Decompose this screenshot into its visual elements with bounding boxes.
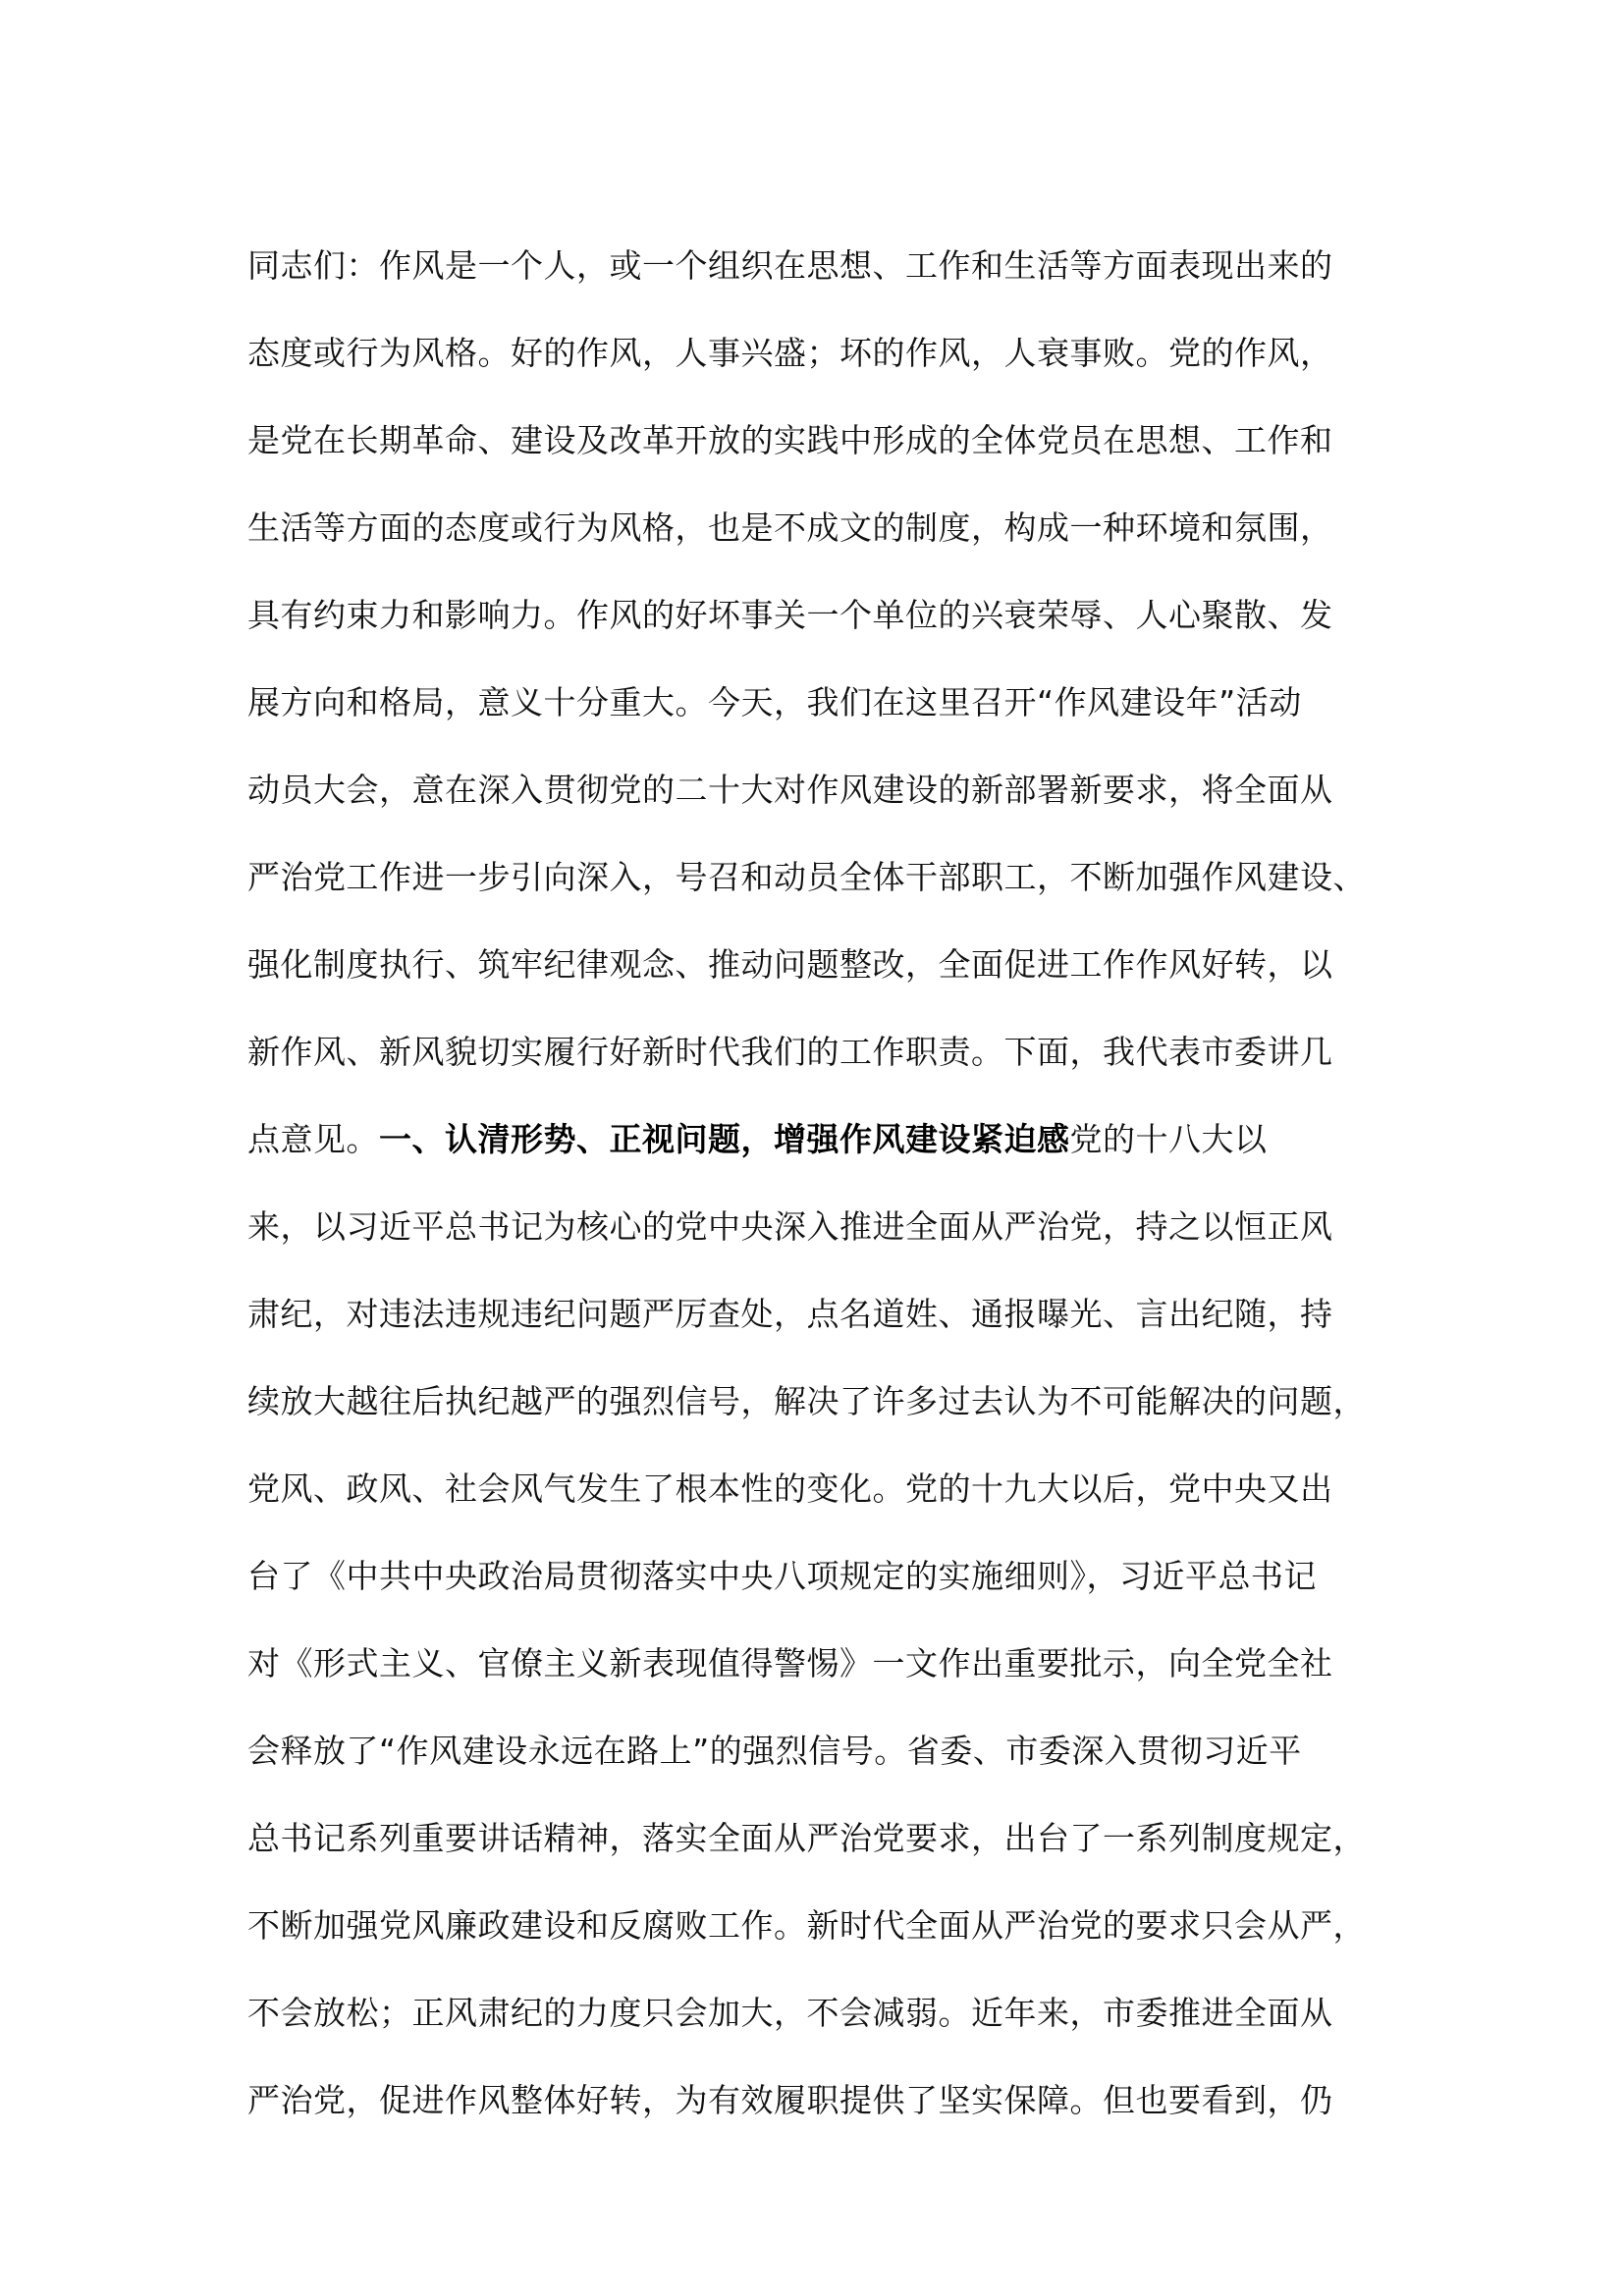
text-line: 严治党，促进作风整体好转，为有效履职提供了坚实保障。但也要看到，仍 <box>247 2081 1333 2119</box>
text-line: 台了《中共中央政治局贯彻落实中央八项规定的实施细则》，习近平总书记 <box>247 1557 1317 1595</box>
text-line: 生活等方面的态度或行为风格，也是不成文的制度，构成一种环境和氛围， <box>247 508 1333 547</box>
text-line: 展方向和格局，意义十分重大。今天，我们在这里召开“作风建设年”活动 <box>247 683 1302 721</box>
text-line: 新作风、新风貌切实履行好新时代我们的工作职责。下面，我代表市委讲几 <box>247 1033 1333 1071</box>
text-line: 强化制度执行、筑牢纪律观念、推动问题整改，全面促进工作作风好转，以 <box>247 945 1333 984</box>
heading-line <box>247 1095 1416 1183</box>
text-line: 动员大会，意在深入贯彻党的二十大对作风建设的新部署新要求，将全面从 <box>247 771 1333 809</box>
speech-body <box>247 222 1416 2144</box>
text-line: 态度或行为风格。好的作风，人事兴盛；坏的作风，人衰事败。党的作风， <box>247 334 1333 372</box>
text-line: 会释放了“作风建设永远在路上”的强烈信号。省委、市委深入贯彻习近平 <box>247 1732 1302 1770</box>
text-line: 具有约束力和影响力。作风的好坏事关一个单位的兴衰荣辱、人心聚散、发 <box>247 596 1333 634</box>
text-line: 不会放松；正风肃纪的力度只会加大，不会减弱。近年来，市委推进全面从 <box>247 1994 1333 2032</box>
text-line: 肃纪，对违法违规违纪问题严厉查处，点名道姓、通报曝光、言出纪随，持 <box>247 1295 1333 1333</box>
heading-line-after: 党的十八大以 <box>1069 1120 1268 1158</box>
text-line: 总书记系列重要讲话精神，落实全面从严治党要求，出台了一系列制度规定， <box>247 1819 1366 1857</box>
text-line: 严治党工作进一步引向深入，号召和动员全体干部职工，不断加强作风建设、 <box>247 858 1366 896</box>
text-line: 同志们：作风是一个人，或一个组织在思想、工作和生活等方面表现出来的 <box>247 246 1333 285</box>
text-line: 来，以习近平总书记为核心的党中央深入推进全面从严治党，持之以恒正风 <box>247 1207 1333 1246</box>
heading-line-before: 点意见。 <box>247 1120 379 1158</box>
text-line: 党风、政风、社会风气发生了根本性的变化。党的十九大以后，党中央又出 <box>247 1469 1333 1508</box>
text-line: 不断加强党风廉政建设和反腐败工作。新时代全面从严治党的要求只会从严， <box>247 1906 1366 1945</box>
text-line: 续放大越往后执纪越严的强烈信号，解决了许多过去认为不可能解决的问题， <box>247 1382 1366 1420</box>
text-line: 对《形式主义、官僚主义新表现值得警惕》一文作出重要批示，向全党全社 <box>247 1644 1333 1682</box>
text-line: 是党在长期革命、建设及改革开放的实践中形成的全体党员在思想、工作和 <box>247 421 1333 459</box>
section-heading: 一、认清形势、正视问题，增强作风建设紧迫感 <box>379 1120 1070 1158</box>
